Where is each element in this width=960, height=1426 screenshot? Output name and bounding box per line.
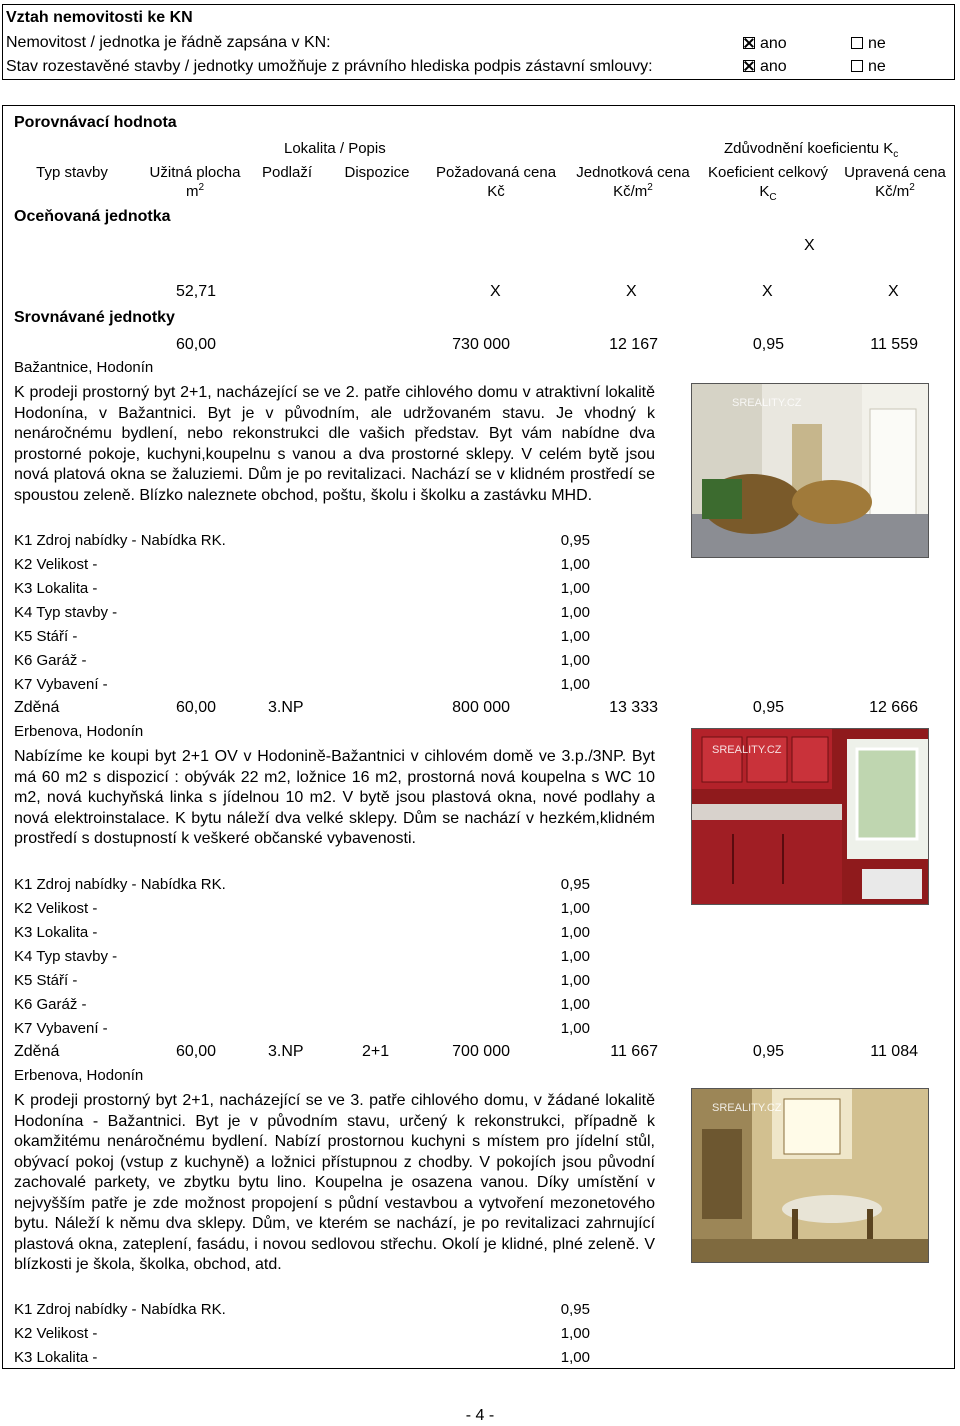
kn-row-construction-no[interactable]: ne <box>851 57 886 77</box>
unit3-unit-price: 11 667 <box>610 1043 658 1060</box>
compared-units-title: Srovnávané jednotky <box>14 309 175 326</box>
unit1-description: K prodeji prostorný byt 2+1, nacházející se ve 2. patře cihlového domu v atraktivní lokalitě Hodonína, v Bažantnici. Byt je v původním, ale udržovaném stavu. Je vhodný k nenáročnému bydlení, nebo rekonstrukci dle vašich představ. Byt vám nabídne dva prostorné pokoje, kuchyni,koupelnu s vanou a dva prostorné sklepy. V celém bytě jsou nová platová okna se žaluziemi. Dům je po revitalizaci. Nachází se v klidném prostředí se spoustou zeleně. Blízko naleznete obchod, poštu, školu i školku a zastávku MHD. <box>14 384 655 504</box>
unit3-photo <box>691 1088 929 1263</box>
coefficient-row: K2 Velikost - 1,00 <box>14 556 590 573</box>
header-area: Užitná plocha $m^2$ <box>149 164 241 200</box>
kn-row-registered-no[interactable]: ne <box>851 34 886 54</box>
coefficient-row: K5 Stáří - 1,00 <box>14 972 590 989</box>
coefficient-row: K1 Zdroj nabídky - Nabídka RK. 0,95 <box>14 532 590 549</box>
unit1-unit-price: 12 167 <box>609 336 658 353</box>
unit2-photo-watermark: SREALITY.CZ <box>712 744 782 756</box>
header-adjusted-price: Upravená cena $Kč/m^2$ <box>844 164 946 200</box>
kn-row-construction-yes[interactable]: ano <box>743 57 787 77</box>
header-floor: Podlaží <box>261 164 313 181</box>
coefficient-row: K5 Stáří - 1,00 <box>14 628 590 645</box>
kn-row-construction-label: Stav rozestavěné stavby / jednotky umožňuje z právního hlediska podpis zástavní smlouvy: <box>6 58 653 75</box>
header-unit-price: Jednotková cena $Kč/m^2$ <box>576 164 690 200</box>
coefficient-row: K1 Zdroj nabídky - Nabídka RK. 0,95 <box>14 1301 590 1318</box>
unit2-price: 800 000 <box>452 699 510 716</box>
unit2-description: Nabízíme ke koupi byt 2+1 OV v Hodonině-Bažantnici v cihlovém domě ve 3.p./3NP. Byt má 60 m2 s dispozicí : obývák 22 m2, ložnice 16 m2, prostorná nová koupelna s WC 10 m2, nová kuchyňská linka s jídelnou 10 m2. V bytě jsou plastová okna, nové podlahy a nová elektroinstalace. K bytu náleží dva velké sklepy. Dům se nachází v hezkém,klidném prostředí s dostupností k veškeré občanské vybavenosti. <box>14 748 655 847</box>
unit2-location: Erbenova, Hodonín <box>14 723 144 740</box>
coefficient-row: K7 Vybavení - 1,00 <box>14 1020 590 1037</box>
coefficient-row: K3 Lokalita - 1,00 <box>14 580 590 597</box>
coefficient-row: K1 Zdroj nabídky - Nabídka RK. 0,95 <box>14 876 590 893</box>
coefficient-row: K3 Lokalita - 1,00 <box>14 924 590 941</box>
unit1-price: 730 000 <box>452 336 510 353</box>
header-type: Typ stavby <box>36 164 108 181</box>
unit2-unit-price: 13 333 <box>609 699 658 716</box>
coefficient-row: K2 Velikost - 1,00 <box>14 1325 590 1342</box>
coefficient-row: K2 Velikost - 1,00 <box>14 900 590 917</box>
valued-coefficient: X <box>762 283 773 300</box>
unit3-description: K prodeji prostorný byt 2+1, nacházející se ve 3. patře cihlového domu, v žádané lokalitě Hodonína - Bažantnici. Byt je v původním stavu, určený k rekonstrukci, případně k okamžitému nenáročnému bydlení. Nabízí prostornou kuchyni s místem pro jídelní stůl, obývací pokoj (vstup z kuchyně) a ložnici přístupnou z chodby. V pokojích jsou původní zachovalé parkety, ve zbytku bytu lino. Koupelna je osazena vanou. Díky umístění v nejvyšším patře je zde možnost propojení s půdní vestavbou a vytvoření mezonetového bytu. Náleží k němu dva sklepy. Dům, ve kterém se nachází, je po revitalizaci zahrnující plastová okna, zateplení, fasádu, i novou sedlovou střechu. Okolí je klidné, plné zeleně. V blízkosti je škola, školka, obchod, atd. <box>14 1092 655 1273</box>
coefficient-row: K4 Typ stavby - 1,00 <box>14 948 590 965</box>
coefficient-row: K4 Typ stavby - 1,00 <box>14 604 590 621</box>
unit3-photo-watermark: SREALITY.CZ <box>712 1102 782 1114</box>
page-number: - 4 - <box>465 1407 495 1424</box>
unit2-floor: 3.NP <box>268 699 304 716</box>
header-price: Požadovaná cena Kč <box>435 164 557 200</box>
unit2-adjusted: 12 666 <box>869 699 918 716</box>
unit3-price: 700 000 <box>452 1043 510 1060</box>
unit1-area: 60,00 <box>175 336 216 353</box>
valued-x-top: X <box>804 237 815 254</box>
unit3-floor: 3.NP <box>268 1043 304 1060</box>
unit1-location: Bažantnice, Hodonín <box>14 359 154 376</box>
coefficient-row: K6 Garáž - 1,00 <box>14 996 590 1013</box>
unit2-type: Zděná <box>14 699 60 716</box>
header-coefficient: Koeficient celkový $K_C$ <box>707 164 829 203</box>
valued-area: 52,71 <box>175 283 216 300</box>
coefficient-row: K3 Lokalita - 1,00 <box>14 1349 590 1366</box>
header-location: Lokalita / Popis <box>284 140 386 157</box>
unit2-area: 60,00 <box>175 699 216 716</box>
unit3-adjusted: 11 084 <box>870 1043 918 1060</box>
kn-row-registered-yes[interactable]: ano <box>743 34 787 54</box>
unit3-type: Zděná <box>14 1043 60 1060</box>
unit1-coefficient: 0,95 <box>752 336 784 353</box>
kn-title: Vztah nemovitosti ke KN <box>6 9 193 26</box>
coefficient-row: K7 Vybavení - 1,00 <box>14 676 590 693</box>
unit3-coefficient: 0,95 <box>752 1043 784 1060</box>
valued-adjusted: X <box>888 283 899 300</box>
valued-price: X <box>490 283 501 300</box>
unit3-area: 60,00 <box>175 1043 216 1060</box>
checkbox-empty-icon <box>851 37 863 49</box>
checkbox-checked-icon <box>743 37 755 49</box>
coefficient-row: K6 Garáž - 1,00 <box>14 652 590 669</box>
unit2-coefficient: 0,95 <box>752 699 784 716</box>
kn-row-registered-label: Nemovitost / jednotka je řádně zapsána v KN: <box>6 34 331 51</box>
comparison-title: Porovnávací hodnota <box>14 114 177 131</box>
unit1-photo <box>691 383 929 558</box>
header-layout: Dispozice <box>344 164 410 181</box>
header-justification: Zdůvodnění koeficientu $K_c$ <box>724 140 899 160</box>
checkbox-checked-icon <box>743 60 755 72</box>
unit1-adjusted: 11 559 <box>870 336 918 353</box>
unit3-location: Erbenova, Hodonín <box>14 1067 144 1084</box>
unit3-layout: 2+1 <box>362 1043 390 1060</box>
valued-unit-title: Oceňovaná jednotka <box>14 208 171 225</box>
unit2-photo <box>691 728 929 905</box>
unit1-photo-watermark: SREALITY.CZ <box>732 397 802 409</box>
checkbox-empty-icon <box>851 60 863 72</box>
valued-unit-price: X <box>626 283 637 300</box>
